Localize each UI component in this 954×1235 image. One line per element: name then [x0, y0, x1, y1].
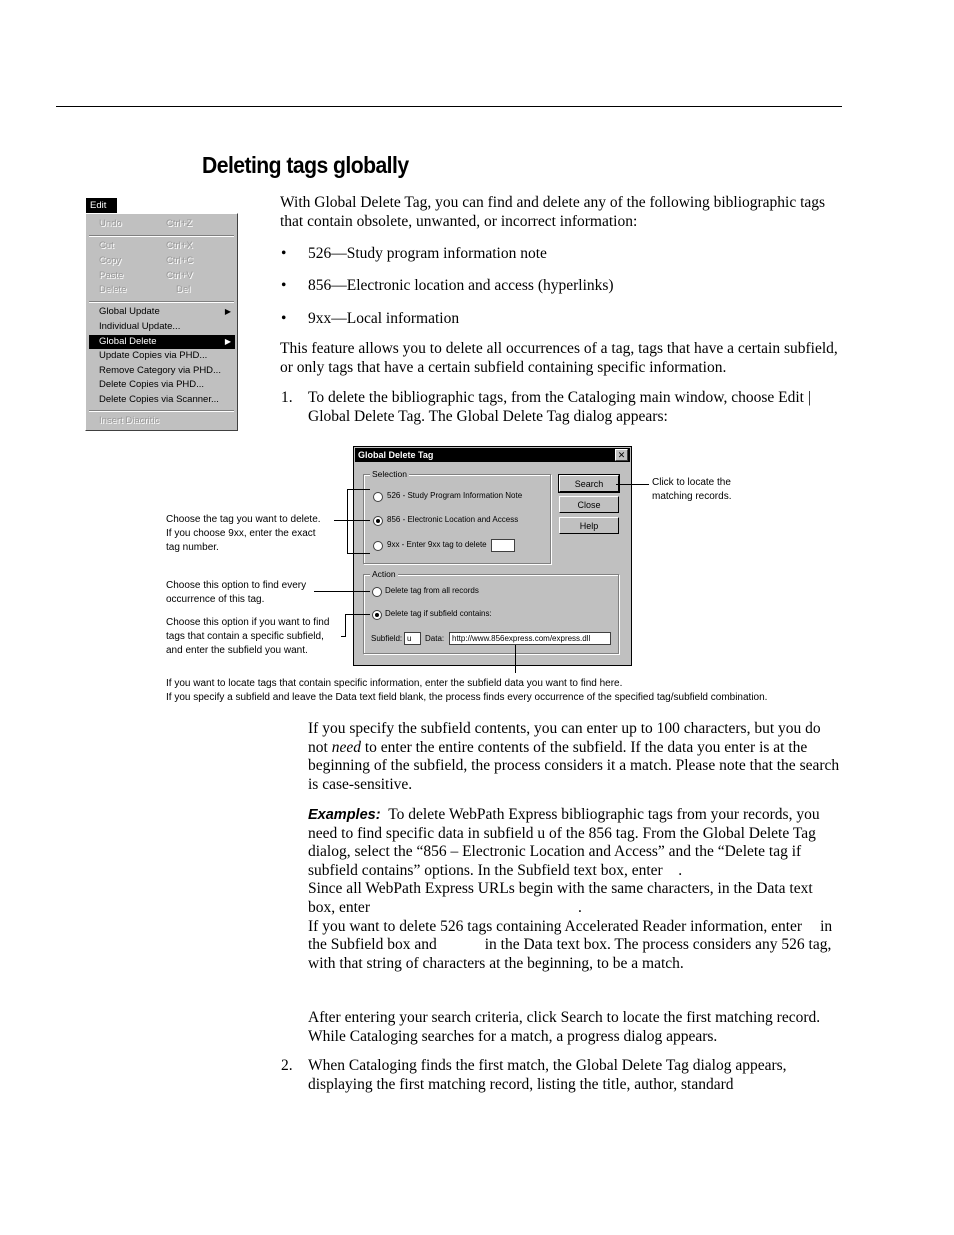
- bullet-glyph: •: [281, 245, 287, 262]
- callout-line: [515, 645, 516, 673]
- edit-menu-screenshot: [85, 198, 238, 431]
- radio-526[interactable]: [373, 492, 383, 502]
- step2-text: When Cataloging finds the first match, the Global Delete Tag dialog appears, displaying the first matching record, listing the title, author, standard: [308, 1057, 787, 1093]
- callout-text: Choose this option if you want to find: [166, 617, 330, 628]
- radio-856[interactable]: [373, 516, 383, 526]
- close-icon[interactable]: ✕: [615, 449, 628, 461]
- callout-text: Choose the tag you want to delete.: [166, 514, 321, 525]
- menu-item-delete-copies-scanner[interactable]: Delete Copies via Scanner...: [99, 394, 219, 405]
- step-number: 1.: [281, 389, 293, 406]
- menu-item-remove-category-phd[interactable]: Remove Category via PHD...: [99, 365, 221, 376]
- callout-text: tag number.: [166, 542, 219, 553]
- callout-line: [341, 636, 346, 637]
- callout-subfield: [166, 616, 329, 658]
- examples-block: [308, 806, 840, 973]
- text-run: .: [678, 861, 683, 879]
- dialog-title: Global Delete Tag: [355, 448, 630, 462]
- callout-bracket: [347, 520, 370, 521]
- menu-item-delete-copies-phd[interactable]: Delete Copies via PHD...: [99, 379, 205, 390]
- intro-paragraph: With Global Delete Tag, you can find and delete any of the following bibliographic tags that contain obsolete, unwanted, or incorrect information:: [280, 194, 826, 230]
- callout-line: [334, 520, 347, 521]
- callout-text: Choose this option to find every: [166, 580, 307, 591]
- menu-item-undo[interactable]: Undo Ctrl+Z: [99, 218, 193, 229]
- menu-separator: [89, 301, 234, 303]
- callout-line: [616, 484, 649, 485]
- callout-text: Click to locate the: [652, 477, 731, 488]
- subfield-label: Subfield:: [371, 634, 403, 643]
- edit-menu-dropdown: [85, 213, 238, 431]
- menu-item-paste[interactable]: Paste Ctrl+V: [99, 270, 193, 281]
- callout-every: [166, 579, 306, 607]
- step-number: 2.: [281, 1057, 293, 1074]
- callout-line: [345, 614, 346, 637]
- callout-text: and enter the subfield you want.: [166, 645, 308, 656]
- menu-item-update-copies-phd[interactable]: Update Copies via PHD...: [99, 350, 208, 361]
- menu-item-insert-diacritic[interactable]: Insert Diacritic: [99, 415, 160, 426]
- radio-9xx-label: 9xx - Enter 9xx tag to delete: [387, 540, 487, 549]
- menu-separator: [89, 235, 234, 237]
- action-group-label: Action: [372, 569, 396, 579]
- section-heading: Deleting tags globally: [202, 152, 409, 178]
- step1-text: To delete the bibliographic tags, from the Cataloging main window, choose Edit | Global Delete Tag. The Global Delete Tag dialog appears:: [308, 389, 811, 425]
- text-run: in the Data text box. The process considers any 526 tag, with that string of characters at the beginning, to be a match.: [308, 936, 832, 972]
- top-rule: [56, 106, 842, 107]
- help-button[interactable]: Help: [559, 517, 619, 534]
- callout-tag: [166, 513, 321, 555]
- text-run: Since all WebPath Express URLs begin with the same characters, in the Data text box, enter: [308, 880, 813, 916]
- menu-item-individual-update[interactable]: Individual Update...: [99, 321, 181, 332]
- menu-item-copy[interactable]: Copy Ctrl+C: [99, 255, 194, 266]
- radio-delete-all-label: Delete tag from all records: [385, 586, 479, 595]
- radio-9xx[interactable]: [373, 541, 383, 551]
- bullet-item: 526—Study program information note: [308, 245, 547, 262]
- text-run: To delete WebPath Express bibliographic tags from your records, you need to find specific data in subfield u of the 856 tag. From the Global Delete Tag dialog, select the “856 – Electronic Location and Access” and the “Delete tag if subfield contains” options. In the Subfield text box, enter: [308, 806, 820, 879]
- callout-text: If you specify a subfield and leave the Data text field blank, the process finds every occurrence of the specified tag/subfield combination.: [166, 692, 768, 703]
- menu-item-delete[interactable]: Delete Del: [99, 284, 191, 295]
- radio-526-label: 526 - Study Program Information Note: [387, 491, 523, 500]
- after-paragraph: After entering your search criteria, click Search to locate the first matching record. While Cataloging searches for a match, a progress dialog appears.: [308, 1009, 821, 1045]
- submenu-arrow-icon: ▶: [224, 337, 231, 346]
- 9xx-tag-input[interactable]: [491, 539, 515, 552]
- selection-group-label: Selection: [372, 469, 407, 479]
- text-run: .: [577, 898, 582, 916]
- data-label: Data:: [425, 634, 445, 643]
- radio-delete-all[interactable]: [372, 587, 382, 597]
- callout-bracket: [347, 489, 370, 490]
- emphasis: need: [331, 738, 361, 756]
- callout-search: [652, 476, 731, 504]
- edit-menu-title[interactable]: Edit: [86, 198, 117, 213]
- callout-text: If you want to locate tags that contain specific information, enter the subfield data you want to find here.: [166, 678, 623, 689]
- radio-856-label: 856 - Electronic Location and Access: [387, 515, 519, 524]
- text-run: to enter the entire contents of the subfield. If the data you enter is at the beginning of the subfield, the process considers it a match. Please note that the search is case-sensitive.: [308, 738, 840, 793]
- text-run: If you want to delete 526 tags containing Accelerated Reader information, enter: [308, 917, 803, 935]
- text-run: If you specify the subfield contents, you can enter up to 100 characters, but you do not: [308, 720, 821, 756]
- callout-text: occurrence of this tag.: [166, 594, 265, 605]
- menu-item-global-delete[interactable]: Global Delete ▶: [89, 335, 235, 349]
- data-input[interactable]: http://www.856express.com/express.dll: [449, 632, 611, 645]
- callout-text: If you choose 9xx, enter the exact: [166, 528, 316, 539]
- callout-text: matching records.: [652, 491, 732, 502]
- feature-paragraph: This feature allows you to delete all occurrences of a tag, tags that have a certain subfield, or only tags that have a certain subfield containing specific information.: [280, 340, 838, 376]
- callout-bracket: [347, 489, 348, 554]
- examples-label: Examples:: [308, 807, 381, 823]
- menu-item-global-update[interactable]: Global Update ▶: [99, 306, 231, 317]
- menu-item-cut[interactable]: Cut Ctrl+X: [99, 240, 193, 251]
- subfield-input[interactable]: u: [404, 632, 421, 645]
- bullet-item: 9xx—Local information: [308, 310, 460, 327]
- submenu-arrow-icon: ▶: [224, 307, 231, 316]
- search-button[interactable]: Search: [559, 475, 619, 492]
- menu-separator: [89, 410, 234, 412]
- bullet-glyph: •: [281, 277, 287, 294]
- callout-text: tags that contain a specific subfield,: [166, 631, 324, 642]
- bullet-glyph: •: [281, 310, 287, 327]
- bullet-item: 856—Electronic location and access (hyperlinks): [308, 277, 614, 294]
- close-button[interactable]: Close: [559, 496, 619, 513]
- text-run: in the Subfield box and: [308, 917, 833, 954]
- callout-bracket: [347, 553, 370, 554]
- global-delete-tag-dialog: [353, 446, 632, 666]
- specify-paragraph: [308, 720, 840, 794]
- radio-delete-if-subfield[interactable]: [372, 610, 382, 620]
- radio-delete-if-subfield-label: Delete tag if subfield contains:: [385, 609, 492, 618]
- callout-data: [166, 677, 767, 705]
- callout-line: [345, 614, 370, 615]
- callout-line: [314, 591, 370, 592]
